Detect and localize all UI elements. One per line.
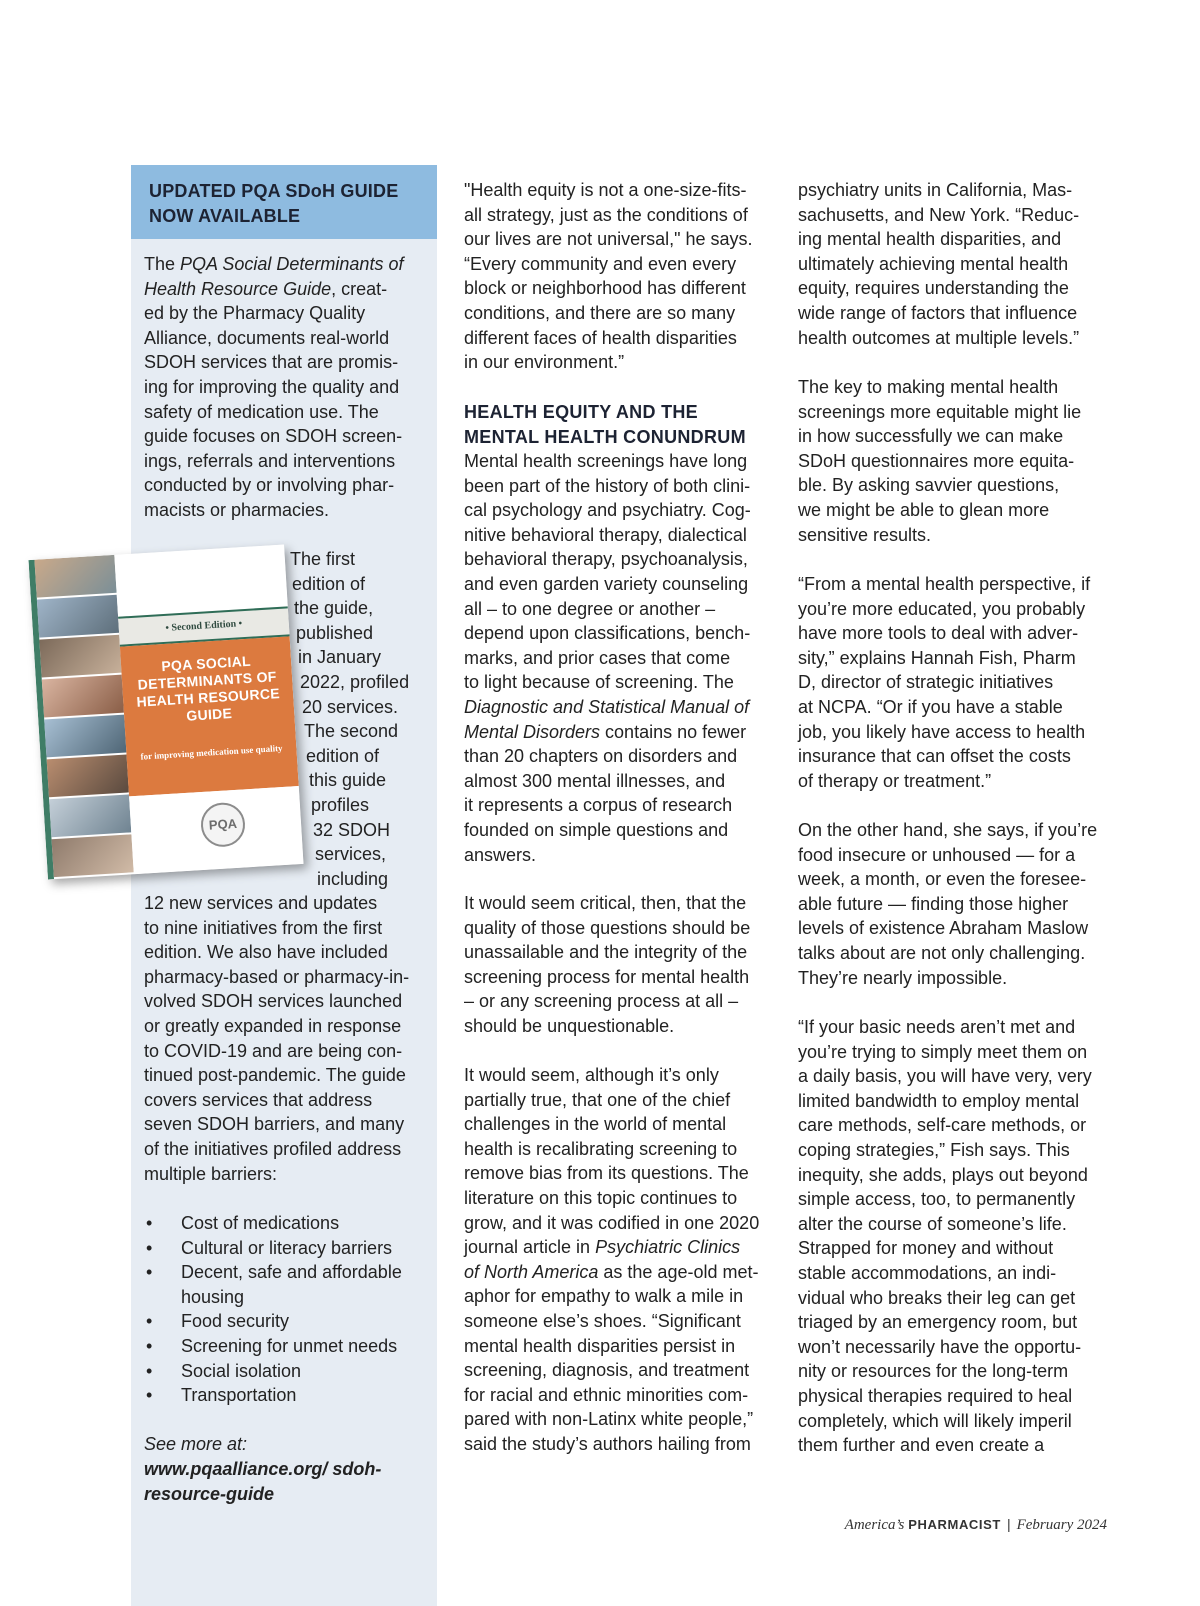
list-item <box>144 1260 434 1309</box>
text-line: covers services that address <box>144 1089 373 1110</box>
text-line: edition of <box>292 573 366 594</box>
text-line: alter the course of someone’s life. <box>798 1213 1067 1234</box>
text-line: "Health equity is not a one-size-fits- <box>464 180 747 200</box>
cover-top <box>114 544 287 616</box>
col2-paragraph-3 <box>464 891 779 1039</box>
text-line: to nine initiatives from the first <box>144 917 383 938</box>
text-line <box>144 424 434 449</box>
text-line: them further and even create a <box>798 1435 1045 1456</box>
text-line: or greatly expanded in response <box>144 1015 402 1036</box>
text-run: journal article in <box>464 1237 596 1258</box>
footer-prefix: America’s <box>844 1517 905 1533</box>
text-line: The first <box>290 549 356 569</box>
text-run: behavioral therapy, psychoanalysis, <box>464 549 748 570</box>
book-subtitle: for improving medication use quality <box>140 742 283 762</box>
text-line: sity,” explains Hannah Fish, Pharm <box>798 647 1076 668</box>
text-run: macists or pharmacies. <box>144 499 330 520</box>
text-line <box>144 301 434 326</box>
text-line: 20 services. <box>302 696 399 717</box>
text-line: care methods, self-care methods, or <box>798 1115 1087 1136</box>
photo-tile <box>52 834 134 877</box>
text-line <box>464 1186 779 1211</box>
text-run: screening, diagnosis, and treatment <box>464 1360 750 1381</box>
col2-paragraph-4 <box>464 1063 779 1457</box>
text-line <box>464 1088 779 1113</box>
italic-title: PQA Social Determinants of <box>180 254 404 274</box>
text-line: ing mental health disparities, and <box>798 229 1062 250</box>
text-line: stable accommodations, an indi- <box>798 1262 1057 1283</box>
text-run: SDOH services that are promis- <box>144 352 399 373</box>
text-line: ble. By asking savvier questions, <box>798 475 1060 496</box>
text-line <box>464 1358 779 1383</box>
book-cover-image <box>38 552 304 882</box>
col2-paragraph-1 <box>464 178 779 375</box>
text-line <box>464 1112 779 1137</box>
text-line: at NCPA. “Or if you have a stable <box>798 696 1063 717</box>
text-line: should be unquestionable. <box>464 1015 675 1036</box>
text-run: Mental health screenings have long <box>464 451 748 471</box>
text-run: as the age-old met- <box>598 1261 759 1282</box>
bullet-icon: • <box>146 1262 153 1283</box>
italic-title: Mental Disorders <box>464 721 601 742</box>
text-run: partially true, that one of the chief <box>464 1089 731 1110</box>
text-line: job, you likely have access to health <box>798 721 1086 742</box>
text-line: our lives are not universal," he says. <box>464 229 753 250</box>
text-line: The key to making mental health <box>798 377 1059 397</box>
text-line <box>464 1063 779 1088</box>
text-run: cal psychology and psychiatry. Cog- <box>464 500 751 521</box>
text-line: including <box>317 868 389 889</box>
text-line: published <box>296 622 374 643</box>
text-line: ultimately achieving mental health <box>798 253 1069 274</box>
text-line: profiles <box>311 794 370 815</box>
list-item-label: Food security <box>181 1311 290 1332</box>
text-line: D, director of strategic initiatives <box>798 672 1054 693</box>
text-run: ings, referrals and interventions <box>144 450 396 471</box>
text-line: SDoH questionnaires more equita- <box>798 450 1075 471</box>
text-line <box>464 720 779 745</box>
text-line <box>464 1432 779 1457</box>
text-line <box>464 646 779 671</box>
book-edition-band: • Second Edition • <box>118 606 290 646</box>
text-run: founded on simple questions and <box>464 819 729 840</box>
text-run: said the study’s authors hailing from <box>464 1433 751 1454</box>
book-title: PQA SOCIAL DETERMINANTS OF HEALTH RESOURCE GUIDE <box>136 652 281 724</box>
text-line: wide range of factors that influence <box>798 302 1078 323</box>
col2-paragraph-2 <box>464 449 779 867</box>
text-line: limited bandwidth to employ mental <box>798 1090 1080 1111</box>
text-line <box>464 597 779 622</box>
bullet-icon: • <box>146 1213 153 1233</box>
text-run: been part of the history of both clini- <box>464 475 751 496</box>
footer-date: February 2024 <box>1016 1517 1107 1533</box>
text-line: levels of existence Abraham Maslow <box>798 918 1089 939</box>
list-item-label: Cultural or literacy barriers <box>181 1237 393 1258</box>
list-item <box>144 1236 434 1261</box>
book-cover <box>28 544 303 879</box>
text-line: The second <box>304 721 399 742</box>
text-line <box>464 793 779 818</box>
text-line: volved SDOH services launched <box>144 991 403 1012</box>
bullet-icon: • <box>146 1335 153 1356</box>
text-line: week, a month, or even the foresee- <box>798 869 1087 890</box>
text-line: conditions, and there are so many <box>464 302 736 323</box>
text-line <box>464 621 779 646</box>
bullet-icon: • <box>146 1237 153 1258</box>
col3-paragraph-2 <box>798 375 1118 547</box>
text-line <box>464 547 779 572</box>
text-run: for racial and ethnic minorities com- <box>464 1384 749 1405</box>
text-run: The <box>144 254 181 274</box>
text-line: the guide, <box>294 598 374 619</box>
text-line: insurance that can offset the costs <box>798 746 1071 767</box>
text-line: unassailable and the integrity of the <box>464 942 748 963</box>
footer-separator: | <box>1006 1516 1011 1532</box>
text-line: of the initiatives profiled address <box>144 1138 402 1159</box>
sidebar-continued-paragraph <box>144 891 434 1186</box>
photo-tile <box>39 635 121 678</box>
text-line: nity or resources for the long-term <box>798 1361 1069 1382</box>
sidebar-title: UPDATED PQA SDoH GUIDE NOW AVAILABLE <box>149 181 399 226</box>
text-run: and even garden variety counseling <box>464 573 749 594</box>
text-line: different faces of health disparities <box>464 327 737 348</box>
text-line: It would seem critical, then, that the <box>464 893 747 913</box>
text-line <box>144 326 434 351</box>
text-line: a daily basis, you will have very, very <box>798 1066 1092 1087</box>
col3-paragraph-4 <box>798 818 1118 990</box>
text-run: pared with non-Latinx white people,” <box>464 1409 754 1430</box>
text-line <box>464 1235 779 1260</box>
photo-tile <box>34 555 116 598</box>
text-line <box>464 670 779 695</box>
text-run: almost 300 mental illnesses, and <box>464 770 726 791</box>
text-run: remove bias from its questions. The <box>464 1163 749 1184</box>
col3-paragraph-3 <box>798 572 1118 793</box>
text-line: 12 new services and updates <box>144 893 378 913</box>
text-run: ing for improving the quality and <box>144 376 400 397</box>
text-line: vidual who breaks their leg can get <box>798 1287 1076 1308</box>
text-line <box>464 474 779 499</box>
text-line: 32 SDOH <box>313 819 391 840</box>
text-line <box>464 1161 779 1186</box>
section-heading: HEALTH EQUITY AND THE MENTAL HEALTH CONUNDRUM <box>464 402 746 447</box>
italic-title: Health Resource Guide <box>144 278 332 299</box>
text-run: guide focuses on SDOH screen- <box>144 426 403 447</box>
text-line <box>464 572 779 597</box>
text-run: mental health disparities persist in <box>464 1335 736 1356</box>
text-line: of therapy or treatment.” <box>798 770 992 791</box>
list-item-label: Decent, safe and affordable housing <box>181 1262 402 1307</box>
text-line: “From a mental health perspective, if <box>798 574 1091 594</box>
italic-title: of North America <box>464 1261 599 1282</box>
cover-title-block <box>120 636 299 796</box>
text-line: multiple barriers: <box>144 1163 278 1184</box>
text-line: to COVID-19 and are being con- <box>144 1040 403 1061</box>
sidebar-intro-paragraph <box>144 252 434 523</box>
list-item <box>144 1309 434 1334</box>
text-line <box>464 1284 779 1309</box>
text-run: conducted by or involving phar- <box>144 475 395 496</box>
text-line <box>144 473 434 498</box>
text-line <box>144 277 434 302</box>
col3-paragraph-5 <box>798 1015 1118 1458</box>
text-run: someone else’s shoes. “Significant <box>464 1310 741 1331</box>
text-run: all – to one degree or another – <box>464 598 716 619</box>
text-line <box>144 375 434 400</box>
bullet-icon: • <box>146 1311 153 1332</box>
text-run: nitive behavioral therapy, dialectical <box>464 524 747 545</box>
text-line <box>144 252 434 277</box>
list-item-label: Social isolation <box>181 1360 302 1381</box>
text-line <box>464 449 779 474</box>
text-line: triaged by an emergency room, but <box>798 1312 1078 1333</box>
text-line: have more tools to deal with adver- <box>798 623 1079 644</box>
text-run: answers. <box>464 844 537 865</box>
photo-tile <box>42 675 124 718</box>
text-run: safety of medication use. The <box>144 401 379 422</box>
text-run: challenges in the world of mental <box>464 1114 727 1135</box>
text-line: sachusetts, and New York. “Reduc- <box>798 204 1080 225</box>
text-line: quality of those questions should be <box>464 917 751 938</box>
see-more-link[interactable] <box>144 1432 434 1507</box>
italic-title: Psychiatric Clinics <box>595 1237 741 1258</box>
text-line <box>464 695 779 720</box>
page-footer <box>845 1516 1107 1534</box>
text-line <box>144 350 434 375</box>
text-line: able future — finding those higher <box>798 893 1069 914</box>
text-run: depend upon classifications, bench- <box>464 623 751 644</box>
text-line <box>464 769 779 794</box>
photo-tile <box>49 794 131 837</box>
text-line: “If your basic needs aren’t met and <box>798 1017 1076 1037</box>
text-line <box>144 498 434 523</box>
list-item <box>144 1383 434 1408</box>
text-line <box>464 498 779 523</box>
text-line <box>464 1383 779 1408</box>
text-run: marks, and prior cases that come <box>464 647 731 668</box>
list-item-label: Cost of medications <box>181 1213 340 1233</box>
text-line <box>464 1211 779 1236</box>
list-item-label: Screening for unmet needs <box>181 1335 398 1356</box>
bullet-icon: • <box>146 1360 153 1381</box>
text-line: block or neighborhood has different <box>464 278 746 299</box>
text-run: ed by the Pharmacy Quality <box>144 303 366 324</box>
italic-title: Diagnostic and Statistical Manual of <box>464 696 750 717</box>
text-line: services, <box>315 844 387 865</box>
text-line <box>464 1407 779 1432</box>
list-item <box>144 1334 434 1359</box>
text-line: coping strategies,” Fish says. This <box>798 1139 1070 1160</box>
photo-tile <box>37 595 119 638</box>
text-line: you’re more educated, you probably <box>798 598 1086 619</box>
text-line: in our environment.” <box>464 352 625 373</box>
list-item-label: Transportation <box>181 1385 297 1406</box>
text-line <box>464 523 779 548</box>
text-line <box>464 818 779 843</box>
cover-bottom <box>129 786 303 874</box>
text-line <box>144 449 434 474</box>
text-line: equity, requires understanding the <box>798 278 1069 299</box>
text-run: contains no fewer <box>600 721 747 742</box>
text-run: Alliance, documents real-world <box>144 327 390 348</box>
text-line: health outcomes at multiple levels.” <box>798 327 1080 348</box>
text-line <box>464 744 779 769</box>
text-line: screening process for mental health <box>464 966 750 987</box>
text-line: we might be able to glean more <box>798 499 1050 520</box>
bullet-icon: • <box>146 1385 153 1406</box>
text-run: than 20 chapters on disorders and <box>464 746 738 767</box>
text-line <box>464 1137 779 1162</box>
text-run: It would seem, although it’s only <box>464 1065 719 1085</box>
text-line <box>464 843 779 868</box>
photo-tile <box>44 715 126 758</box>
text-line: On the other hand, she says, if you’re <box>798 820 1098 840</box>
text-line <box>144 400 434 425</box>
text-line: psychiatry units in California, Mas- <box>798 180 1073 200</box>
text-run: to light because of screening. The <box>464 672 734 693</box>
text-run: , creat- <box>331 278 388 299</box>
text-line: “Every community and even every <box>464 253 737 274</box>
text-line <box>464 1260 779 1285</box>
text-run: aphor for empathy to walk a mile in <box>464 1286 744 1307</box>
text-line: – or any screening process at all – <box>464 991 739 1012</box>
text-line: sensitive results. <box>798 524 932 545</box>
text-line: physical therapies required to heal <box>798 1385 1073 1406</box>
text-line: in January <box>298 647 382 668</box>
text-line: screenings more equitable might lie <box>798 401 1082 422</box>
text-line <box>464 1334 779 1359</box>
text-line: simple access, too, to permanently <box>798 1189 1076 1210</box>
pqa-logo: PQA <box>200 801 247 848</box>
text-line: inequity, she adds, plays out beyond <box>798 1164 1088 1185</box>
text-line: all strategy, just as the conditions of <box>464 204 748 225</box>
text-line: this guide <box>309 770 387 791</box>
text-line: seven SDOH barriers, and many <box>144 1114 405 1135</box>
text-run: health is recalibrating screening to <box>464 1138 738 1159</box>
text-line: edition of <box>306 745 380 766</box>
see-more-url[interactable]: www.pqaalliance.org/ sdoh-resource-guide <box>144 1459 382 1504</box>
text-line: 2022, profiled <box>300 671 410 692</box>
text-run: grow, and it was codified in one 2020 <box>464 1212 760 1233</box>
text-line: completely, which will likely imperil <box>798 1410 1072 1431</box>
text-line: They’re nearly impossible. <box>798 967 1008 988</box>
sidebar-wrap-paragraph <box>290 547 440 891</box>
text-line: Strapped for money and without <box>798 1238 1054 1259</box>
footer-magazine: PHARMACIST <box>908 1517 1001 1532</box>
text-line: talks about are not only challenging. <box>798 942 1086 963</box>
text-line <box>464 1309 779 1334</box>
text-line: won’t necessarily have the opportu- <box>798 1336 1082 1357</box>
text-run: literature on this topic continues to <box>464 1187 738 1208</box>
barrier-list <box>144 1211 434 1408</box>
list-item <box>144 1211 434 1236</box>
photo-tile <box>47 754 129 797</box>
text-line: pharmacy-based or pharmacy-in- <box>144 966 410 987</box>
text-line: tinued post-pandemic. The guide <box>144 1065 406 1086</box>
text-run: it represents a corpus of research <box>464 795 733 816</box>
list-item <box>144 1359 434 1384</box>
text-line: edition. We also have included <box>144 942 388 963</box>
text-line: you’re trying to simply meet them on <box>798 1041 1088 1062</box>
see-more-label: See more at: <box>144 1434 248 1454</box>
text-line: food insecure or unhoused — for a <box>798 844 1076 865</box>
text-line: in how successfully we can make <box>798 426 1064 447</box>
sidebar-header <box>131 165 437 239</box>
col3-paragraph-1 <box>798 178 1118 350</box>
